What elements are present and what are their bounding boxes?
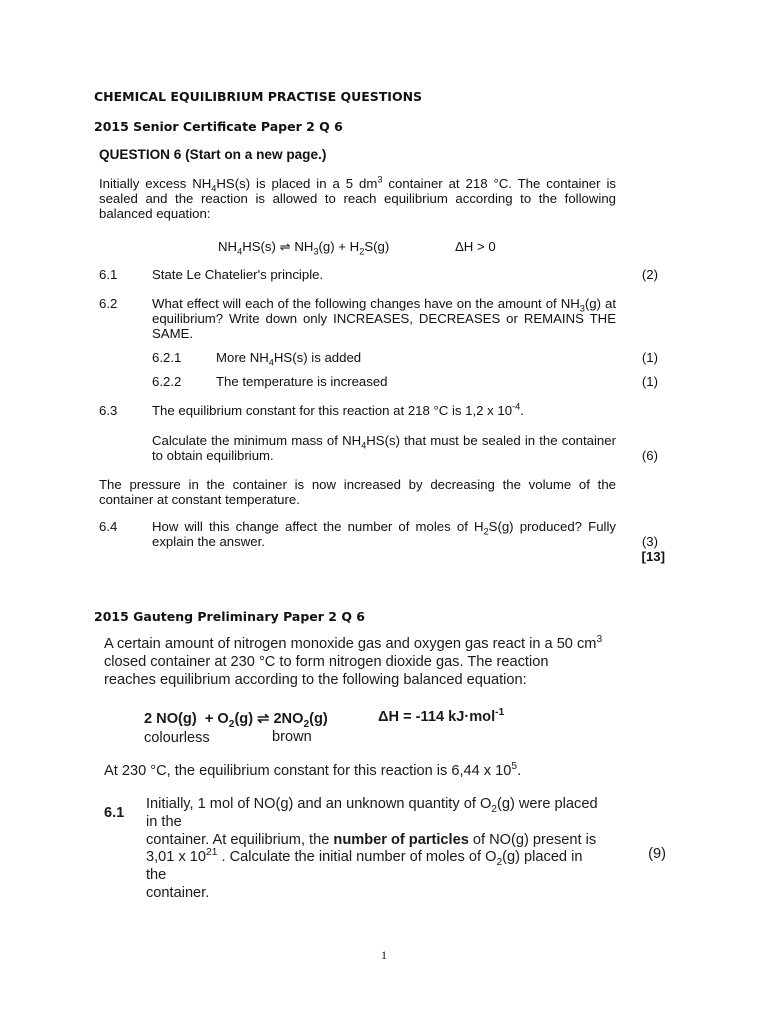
q6-1-text: State Le Chatelier's principle. bbox=[152, 267, 324, 282]
document-title: CHEMICAL EQUILIBRIUM PRACTISE QUESTIONS bbox=[94, 89, 423, 104]
question-6-intro: Initially excess $NH_4HS(s)$ is placed in a 5 $dm^3$ container at 218 °C. The container is sealed and the reaction is allowed to reach equilibrium according to the following balanced equation: bbox=[99, 174, 616, 222]
page-number: 1 bbox=[381, 948, 387, 962]
q6-2-1-text: More $NH_4HS(s)$ is added bbox=[216, 350, 362, 368]
q6-1-marks: (2) bbox=[641, 267, 658, 282]
section-heading-senior-certificate: 2015 Senior Certificate Paper 2 Q 6 bbox=[94, 119, 343, 134]
gauteng-q6-1-marks: (9) bbox=[648, 846, 666, 862]
q6-4-marks: (3) bbox=[641, 534, 658, 549]
q6-4-number: 6.4 bbox=[99, 519, 118, 534]
q6-2-1-marks: (1) bbox=[641, 350, 658, 365]
enthalpy-change-1: ΔH > 0 bbox=[455, 239, 496, 254]
q6-2-2-marks: (1) bbox=[641, 374, 658, 389]
question-6-title: QUESTION 6 (Start on a new page.) bbox=[99, 147, 327, 162]
q6-3-marks: (6) bbox=[641, 448, 658, 463]
q6-3-number: 6.3 bbox=[99, 403, 118, 418]
q6-3-text: The equilibrium constant for this reaction at 218 °C is 1,2 x $10^{-4}$. bbox=[152, 401, 524, 418]
question-6-total-marks: [13] bbox=[641, 549, 665, 564]
pressure-change-text: The pressure in the container is now increased by decreasing the volume of the container at constant temperature. bbox=[99, 477, 616, 508]
equilibrium-equation-1: $NH_4HS(s)$ ⇌ $NH_3(g) + H_2S(g)$ bbox=[218, 239, 390, 257]
q6-2-2-number: 6.2.2 bbox=[152, 374, 182, 389]
gauteng-intro: A certain amount of nitrogen monoxide gas and oxygen gas react in a 50 $cm^3$ closed container at 230 °C to form nitrogen dioxide gas. The reaction reaches equilibrium according to the following balanced equation: bbox=[104, 634, 603, 688]
q6-3-calculation-text: Calculate the minimum mass of $NH_4HS(s)$ that must be sealed in the container to obtain equilibrium. bbox=[152, 433, 616, 464]
equilibrium-constant-statement: At 230 °C, the equilibrium constant for this reaction is 6,44 x $10^5$. bbox=[104, 761, 522, 779]
q6-2-2-text: The temperature is increased bbox=[216, 374, 388, 389]
gauteng-q6-1-text: Initially, 1 mol of NO(g) and an unknown quantity of $O_2(g)$ were placed in the container. At equilibrium, the number of particles of NO(g) present is 3,01 x $10^{21}$ . Calculate the initial number of moles of $O_2(g)$ placed in the container. bbox=[146, 796, 598, 901]
section-heading-gauteng-preliminary: 2015 Gauteng Preliminary Paper 2 Q 6 bbox=[94, 609, 365, 624]
q6-1-number: 6.1 bbox=[99, 267, 118, 282]
q6-2-text: What effect will each of the following changes have on the amount of $NH_3(g)$ at equilibrium? Write down only INCREASES, DECREASES or REMAINS THE SAME. bbox=[152, 296, 616, 342]
enthalpy-change-2: ΔH = -114 kJ·mol$^{-1}$ bbox=[378, 707, 505, 725]
no2-colour-label: brown bbox=[272, 729, 312, 745]
equilibrium-equation-2-reactants: 2 $NO(g) + O_2(g)$ ⇌ $2NO_2(g)$ bbox=[144, 711, 328, 730]
no-colour-label: colourless bbox=[144, 730, 210, 746]
q6-2-number: 6.2 bbox=[99, 296, 118, 311]
q6-4-text: How will this change affect the number of moles of $H_2S(g)$ produced? Fully explain the answer. bbox=[152, 519, 616, 550]
q6-2-1-number: 6.2.1 bbox=[152, 350, 182, 365]
gauteng-q6-1-number: 6.1 bbox=[104, 805, 125, 821]
